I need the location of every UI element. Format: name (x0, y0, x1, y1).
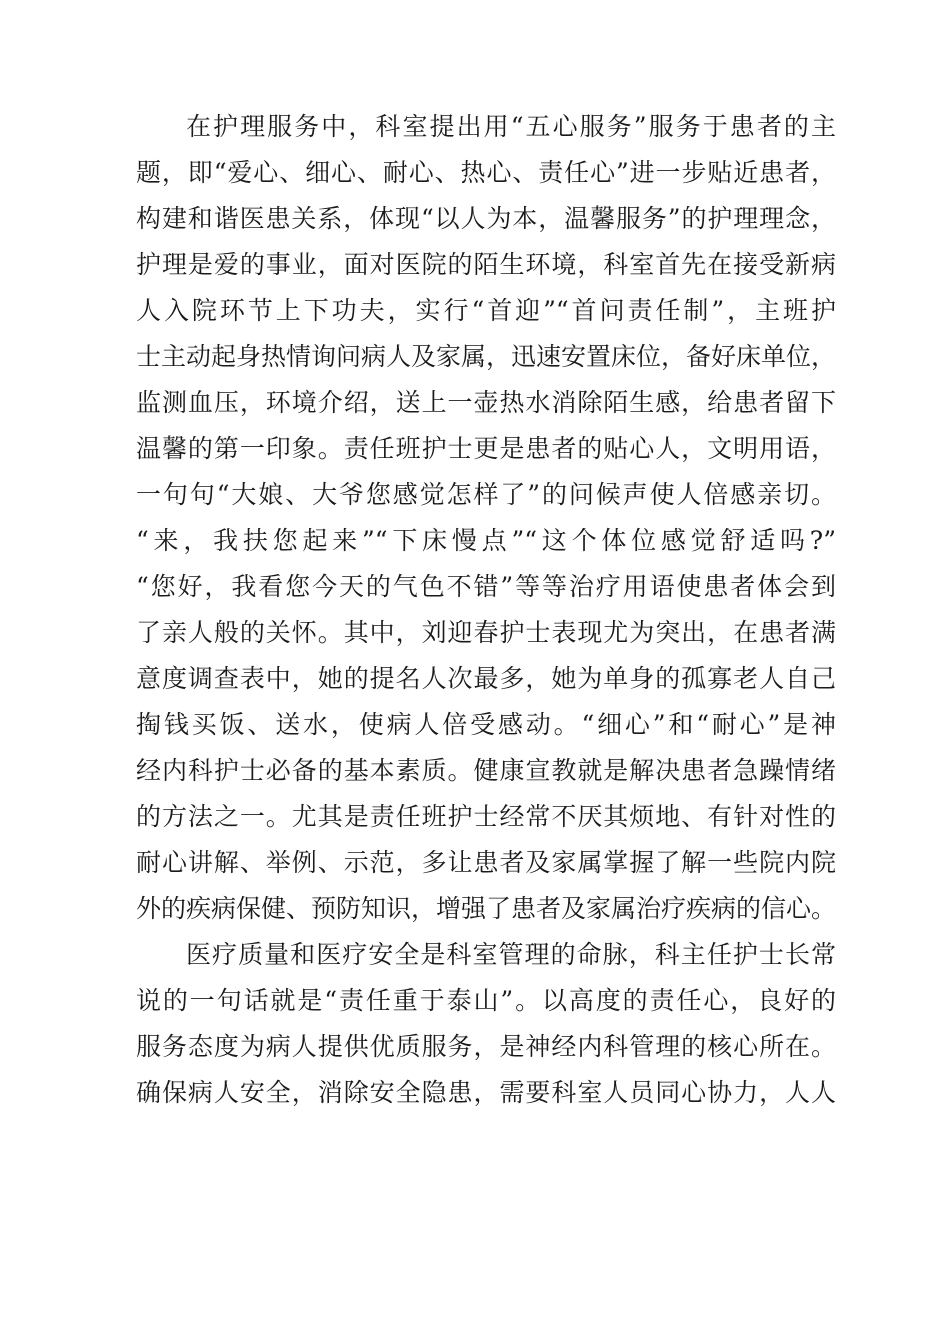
paragraph-1-line-15: 经内科护士必备的基本素质。健康宣教就是解决患者急躁情绪 (136, 756, 836, 785)
paragraph-1-line-5: 人入院环节上下功夫，实行“首迎”“首问责任制”，主班护 (136, 296, 836, 325)
paragraph-1-line-6: 士主动起身热情询问病人及家属，迅速安置床位，备好床单位， (136, 342, 837, 371)
paragraph-1-line-8: 温馨的第一印象。责任班护士更是患者的贴心人，文明用语， (136, 434, 836, 463)
paragraph-1-line-3: 构建和谐医患关系，体现“以人为本，温馨服务”的护理理念， (136, 204, 836, 233)
paragraph-1-line-10: “来，我扶您起来”“下床慢点”“这个体位感觉舒适吗?” (136, 526, 836, 555)
paragraph-1-line-18: 外的疾病保健、预防知识，增强了患者及家属治疗疾病的信心。 (136, 894, 837, 923)
paragraph-1-line-9: 一句句“大娘、大爷您感觉怎样了”的问候声使人倍感亲切。 (136, 480, 836, 509)
paragraph-1-line-2: 题，即“爱心、细心、耐心、热心、责任心”进一步贴近患者， (136, 158, 836, 187)
paragraph-1-line-7: 监测血压，环境介绍，送上一壶热水消除陌生感，给患者留下 (136, 388, 836, 417)
paragraph-1-line-17: 耐心讲解、举例、示范，多让患者及家属掌握了解一些院内院 (136, 848, 836, 877)
paragraph-2-line-2: 说的一句话就是“责任重于泰山”。以高度的责任心，良好的 (136, 986, 836, 1015)
paragraph-1-line-16: 的方法之一。尤其是责任班护士经常不厌其烦地、有针对性的 (136, 802, 836, 831)
paragraph-1-line-13: 意度调查表中，她的提名人次最多，她为单身的孤寡老人自己 (136, 664, 836, 693)
document-body (136, 104, 836, 1116)
paragraph-1-line-4: 护理是爱的事业，面对医院的陌生环境，科室首先在接受新病 (136, 250, 836, 279)
paragraph-1-line-12: 了亲人般的关怀。其中，刘迎春护士表现尤为突出，在患者满 (136, 618, 836, 647)
paragraph-1-line-1: 在护理服务中，科室提出用“五心服务”服务于患者的主 (186, 112, 836, 141)
paragraph-2-line-3: 服务态度为病人提供优质服务，是神经内科管理的核心所在。 (136, 1032, 836, 1061)
paragraph-2-line-4: 确保病人安全，消除安全隐患，需要科室人员同心协力，人人 (136, 1078, 836, 1107)
paragraph-1-line-14: 掏钱买饭、送水，使病人倍受感动。“细心”和“耐心”是神 (136, 710, 836, 739)
paragraph-2-line-1: 医疗质量和医疗安全是科室管理的命脉，科主任护士长常 (186, 940, 836, 969)
paragraph-1-line-11: “您好，我看您今天的气色不错”等等治疗用语使患者体会到 (136, 572, 836, 601)
